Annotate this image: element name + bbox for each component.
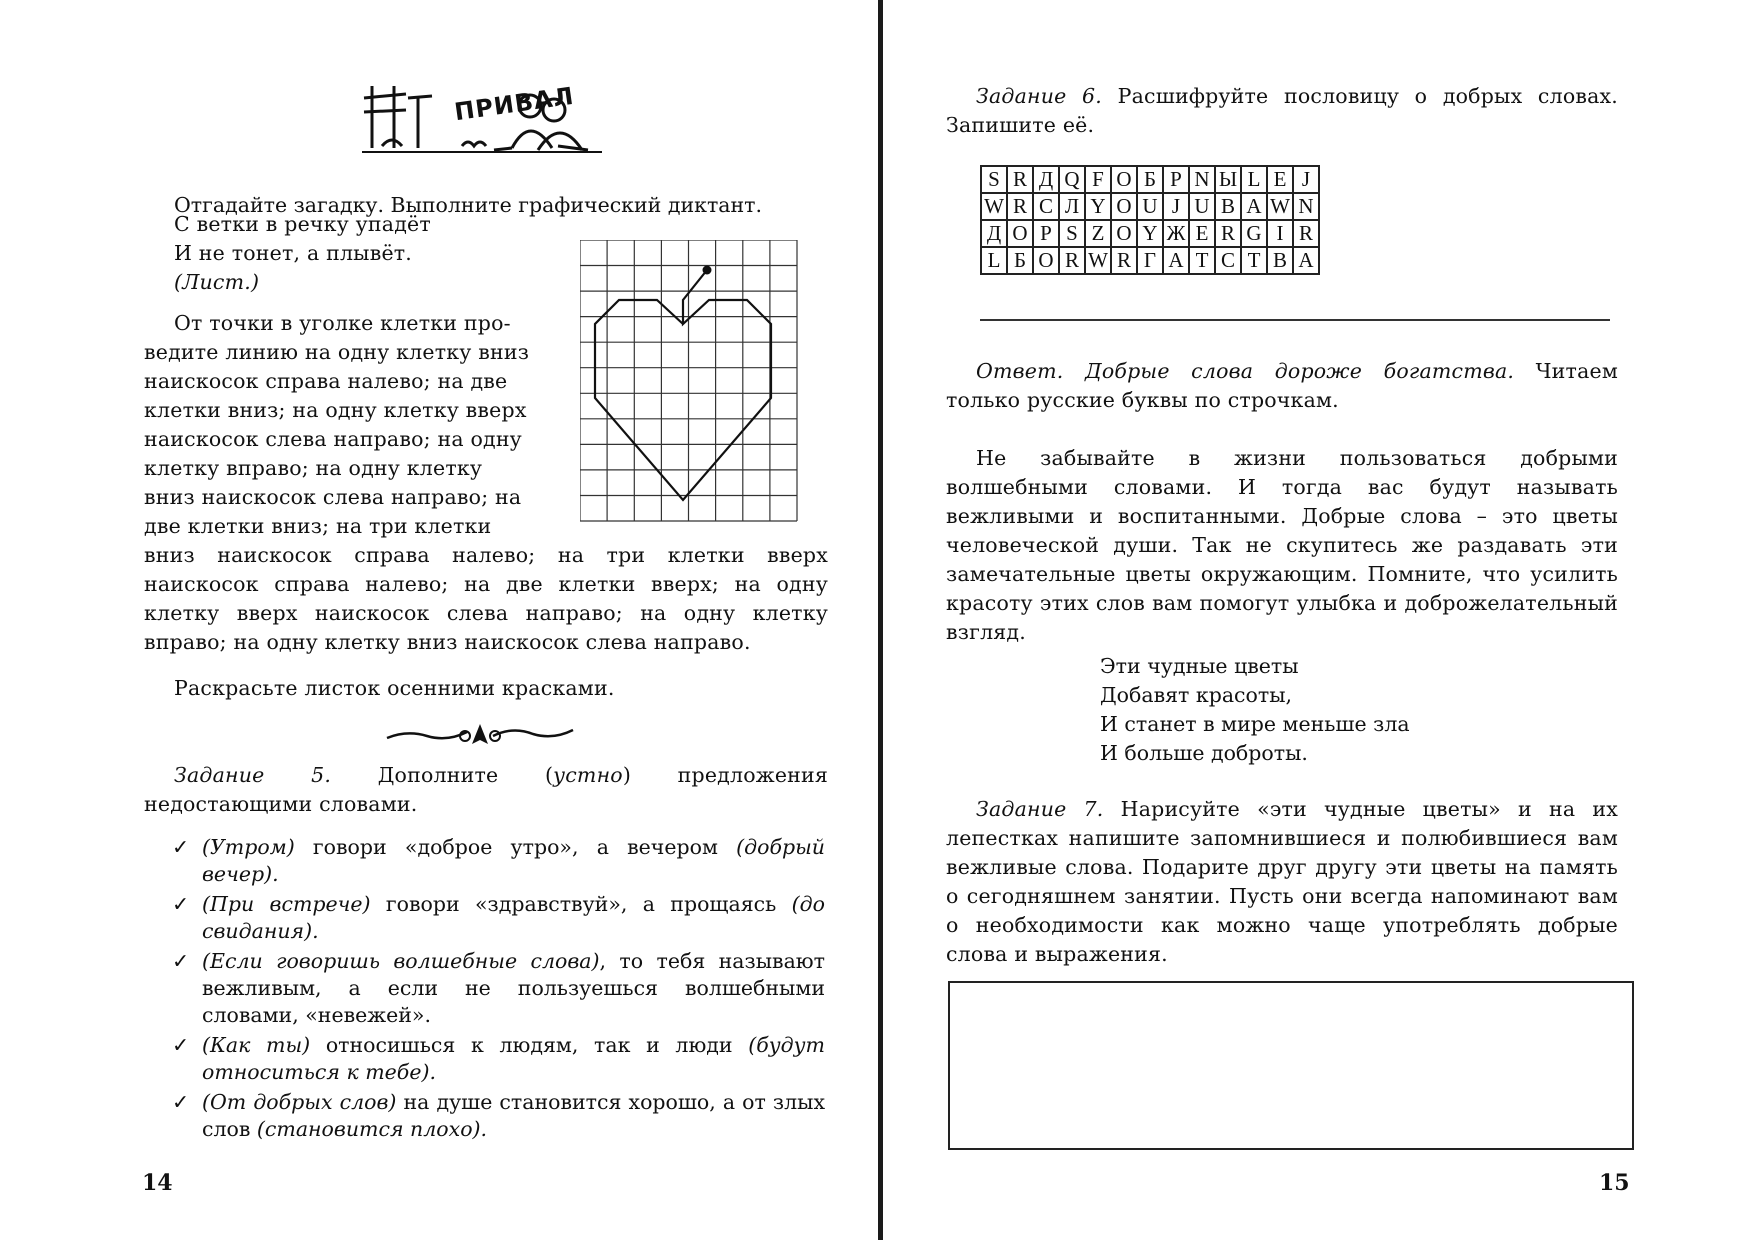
cipher-cell: В: [1267, 247, 1293, 274]
item-italic: (От добрых слов): [202, 1090, 397, 1114]
task5-answers-list: [170, 834, 825, 1146]
cipher-cell: Б: [1007, 247, 1033, 274]
dictation-narrow: [144, 309, 556, 541]
item-text: на душе становится хорошо, а от злых слов: [202, 1090, 826, 1141]
item-italic: (будут относиться к тебе).: [202, 1033, 825, 1084]
cipher-cell: O: [1111, 193, 1137, 220]
poem-line: И больше доброты.: [1100, 741, 1308, 765]
cipher-cell: Y: [1085, 193, 1111, 220]
cipher-cell: J: [1293, 166, 1319, 193]
cipher-cell: R: [1111, 247, 1137, 274]
cipher-cell: B: [1215, 193, 1241, 220]
cipher-row: [981, 220, 1319, 247]
check-icon: ✓: [172, 1090, 190, 1114]
cipher-cell: I: [1267, 220, 1293, 247]
cipher-cell: S: [981, 166, 1007, 193]
check-icon: ✓: [172, 1033, 190, 1057]
book-spine: [878, 0, 883, 1240]
cipher-cell: Р: [1163, 166, 1189, 193]
item-italic: (Как ты): [202, 1033, 311, 1057]
cipher-cell: Q: [1059, 166, 1085, 193]
cipher-cell: W: [1085, 247, 1111, 274]
dictation-line: клетку вправо; на одну клетку: [144, 456, 483, 480]
cipher-cell: Л: [1059, 193, 1085, 220]
cipher-cell: Д: [1033, 166, 1059, 193]
dictation-wide: вниз наискосок справа налево; на три клетки вверх наискосок справа налево; на две клетки вверх; на одну клетку вверх наискосок слева направо; на одну клетку вправо; на одну клетку вниз наискосок слева направо.: [144, 543, 828, 654]
item-italic: (добрый вечер).: [202, 835, 825, 886]
dictation-line: ведите линию на одну клетку вниз: [144, 340, 530, 364]
item-text: говори «доброе утро», а вечером: [294, 835, 737, 859]
cipher-cell: Г: [1137, 247, 1163, 274]
item-text: относишься к людям, так и люди: [310, 1033, 749, 1057]
cipher-cell: G: [1241, 220, 1267, 247]
item-italic: (Утром): [202, 835, 295, 859]
task5-label: Задание 5.: [174, 763, 332, 787]
riddle: [174, 210, 431, 297]
cipher-cell: U: [1137, 193, 1163, 220]
cipher-cell: Т: [1189, 247, 1215, 274]
dictation-line: наискосок слева направо; на одну: [144, 427, 522, 451]
list-item: [170, 891, 825, 945]
item-italic: (до свидания).: [202, 892, 825, 943]
intro-heading: Отгадайте загадку. Выполните графический диктант.: [174, 192, 763, 217]
cipher-cell: U: [1189, 193, 1215, 220]
cipher-table: [980, 165, 1320, 275]
check-icon: ✓: [172, 835, 190, 859]
cipher-cell: О: [1111, 220, 1137, 247]
dictation-line: наискосок справа налево; на две: [144, 369, 508, 393]
dictation-grid: [580, 240, 798, 522]
dictation-line: От точки в уголке клетки про-: [174, 311, 511, 335]
cipher-cell: Р: [1033, 220, 1059, 247]
poem-line: Добавят красоты,: [1100, 683, 1293, 707]
cipher-cell: Ы: [1215, 166, 1241, 193]
page-number: 14: [142, 1170, 173, 1196]
cipher-cell: N: [1293, 193, 1319, 220]
cipher-cell: N: [1189, 166, 1215, 193]
cipher-cell: F: [1085, 166, 1111, 193]
cipher-cell: Д: [981, 220, 1007, 247]
cipher-cell: R: [1007, 166, 1033, 193]
answer-label: Ответ. Добрые слова дороже богатства.: [976, 359, 1515, 383]
cipher-cell: С: [1033, 193, 1059, 220]
main-paragraph: Не забывайте в жизни пользоваться добрыми волшебными словами. И тогда вас будут называть вежливыми и воспитанными. Добрые слова – это цветы человеческой души. Так не скупитесь же раздавать эти замечательные цветы окружающим. Помните, что усилить красоту этих слов вам помогут улыбка и доброжелательный взгляд.: [946, 446, 1618, 644]
cipher-cell: Е: [1189, 220, 1215, 247]
riddle-line-2: И не тонет, а плывёт.: [174, 241, 413, 265]
cipher-cell: Ж: [1163, 220, 1189, 247]
leaf-outline: [595, 270, 763, 504]
cipher-cell: R: [1059, 247, 1085, 274]
list-item: [170, 1032, 825, 1086]
cipher-cell: E: [1267, 166, 1293, 193]
task7-label: Задание 7.: [976, 797, 1104, 821]
cipher-cell: А: [1293, 247, 1319, 274]
cipher-cell: S: [1059, 220, 1085, 247]
list-item: [170, 948, 825, 1029]
privat-logo: [362, 76, 612, 158]
cipher-cell: W: [981, 193, 1007, 220]
cipher-cell: О: [1111, 166, 1137, 193]
poem: [1100, 652, 1410, 768]
cipher-cell: W: [1267, 193, 1293, 220]
item-italic: (становится плохо).: [256, 1117, 488, 1141]
cipher-cell: O: [1033, 247, 1059, 274]
answer-rest: Читаем только русские буквы по строчкам.: [946, 359, 1618, 412]
cipher-cell: Z: [1085, 220, 1111, 247]
cipher-cell: R: [1007, 193, 1033, 220]
leaf-drawing: [683, 249, 707, 270]
task6-label: Задание 6.: [976, 84, 1102, 108]
cipher-cell: Б: [1137, 166, 1163, 193]
cipher-row: [981, 166, 1319, 193]
cipher-cell: R: [1293, 220, 1319, 247]
task6-text: [946, 82, 1618, 140]
list-item: [170, 1089, 825, 1143]
cipher-cell: L: [1241, 166, 1267, 193]
item-italic: (Если говоришь волшебные слова): [202, 949, 600, 973]
cipher-cell: С: [1215, 247, 1241, 274]
task5-text-c: ) предложения недостающими словами.: [144, 763, 829, 816]
item-text: , то тебя называют вежливым, а если не пользуешься волшебными словами, «невежей».: [202, 949, 825, 1027]
item-text: говори «здравствуй», а прощаясь: [370, 892, 792, 916]
riddle-answer: (Лист.): [174, 270, 260, 294]
poem-line: Эти чудные цветы: [1100, 654, 1299, 678]
start-point: [703, 266, 712, 275]
ornament-divider: [385, 720, 575, 750]
cipher-cell: J: [1163, 193, 1189, 220]
drawing-box[interactable]: [948, 981, 1634, 1150]
color-task: Раскрасьте листок осенними красками.: [174, 676, 615, 700]
dictation-line: вниз наискосок слева направо; на: [144, 485, 522, 509]
cipher-cell: L: [981, 247, 1007, 274]
logo-text: ПРИВАЛ: [452, 81, 576, 127]
poem-line: И станет в мире меньше зла: [1100, 712, 1410, 736]
cipher-row: [981, 193, 1319, 220]
cipher-cell: R: [1215, 220, 1241, 247]
task5-text: [144, 761, 828, 819]
task6-body: Расшифруйте пословицу о добрых словах. Запишите её.: [946, 84, 1619, 137]
answer-line: [980, 319, 1610, 321]
check-icon: ✓: [172, 949, 190, 973]
cipher-row: [981, 247, 1319, 274]
list-item: [170, 834, 825, 888]
task7-body: Нарисуйте «эти чудные цветы» и на их лепестках напишите запомнившиеся и полюбившиеся вам вежливые слова. Подарите друг другу эти цветы на память о сегодняшнем занятии. Пусть они всегда напоминают вам о необходимости как можно чаще употреблять добрые слова и выражения.: [946, 797, 1619, 966]
dictation-line: две клетки вниз; на три клетки: [144, 514, 492, 538]
item-italic: (При встрече): [202, 892, 371, 916]
cipher-cell: Y: [1137, 220, 1163, 247]
leaf-shape: [595, 270, 771, 500]
cipher-cell: О: [1007, 220, 1033, 247]
task5-text-a: Дополните (: [377, 763, 554, 787]
cipher-cell: А: [1163, 247, 1189, 274]
riddle-line-1: С ветки в речку упадёт: [174, 212, 431, 236]
task5-text-b: устно: [553, 763, 623, 787]
page-number: 15: [1599, 1170, 1630, 1196]
cipher-cell: Т: [1241, 247, 1267, 274]
cipher-cell: A: [1241, 193, 1267, 220]
dictation-line: клетки вниз; на одну клетку вверх: [144, 398, 527, 422]
check-icon: ✓: [172, 892, 190, 916]
